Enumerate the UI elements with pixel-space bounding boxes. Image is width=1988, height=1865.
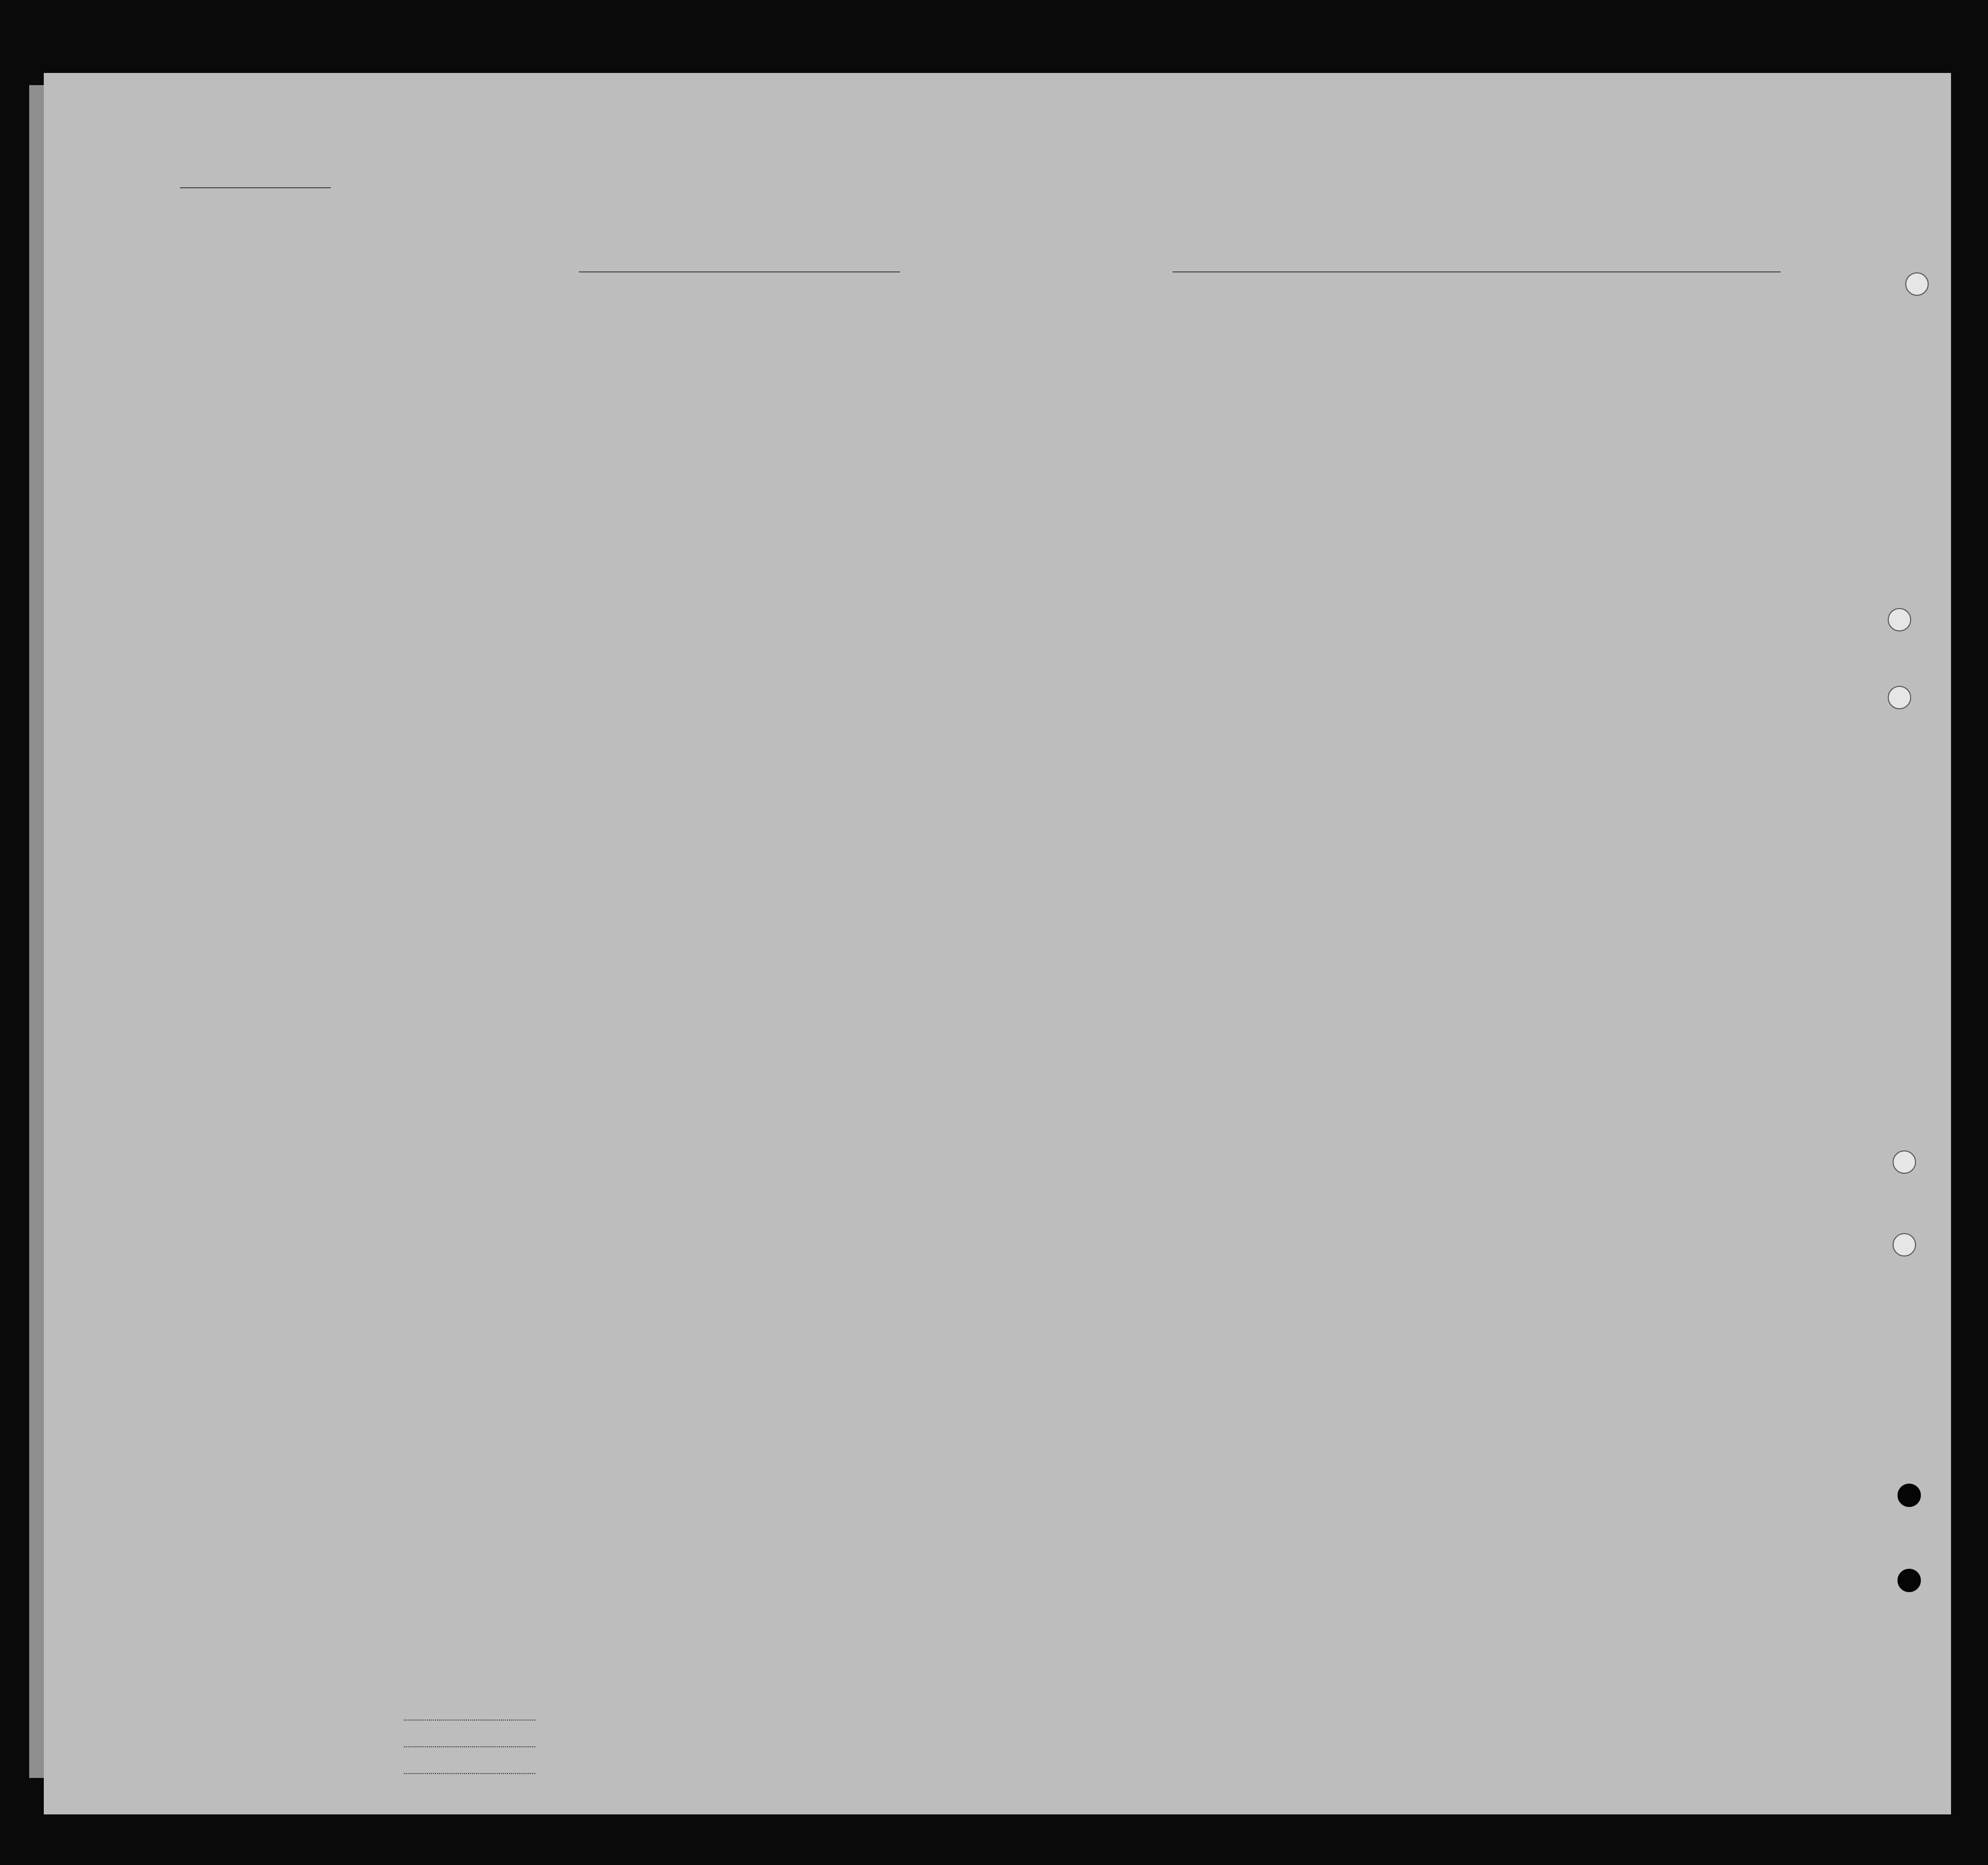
list-underline: [180, 187, 331, 188]
ship-underline: [579, 271, 900, 272]
punch-hole: [1893, 1150, 1916, 1174]
punch-hole: [1898, 1569, 1921, 1592]
port-underline: [1173, 271, 1547, 272]
manifest-sheet: [44, 73, 1951, 1814]
punch-hole: [1905, 272, 1929, 296]
punch-hole: [1893, 1233, 1916, 1256]
punch-hole: [1888, 608, 1911, 631]
us-citizens-line: [404, 1746, 535, 1747]
total-passengers-line: [404, 1720, 535, 1721]
punch-hole: [1888, 686, 1911, 709]
aliens-line: [404, 1773, 535, 1774]
punch-hole: [1898, 1484, 1921, 1507]
month-underline: [1528, 271, 1781, 272]
